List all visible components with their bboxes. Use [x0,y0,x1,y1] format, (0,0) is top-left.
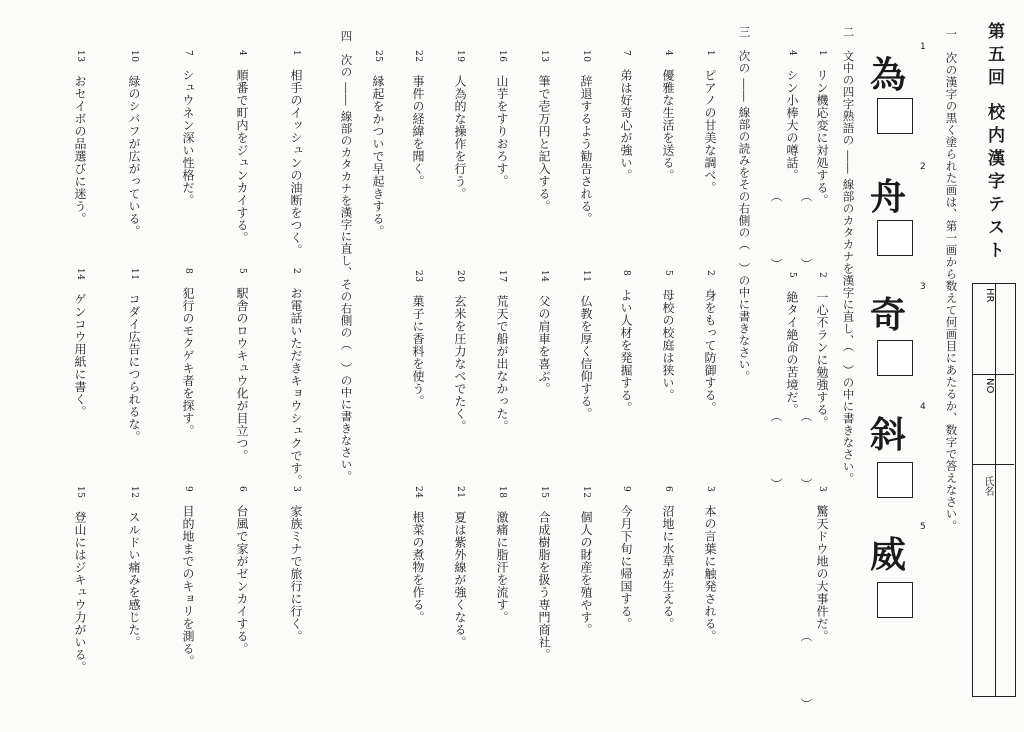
question-item: 11 仏教を厚く信仰する。 [579,270,593,420]
question-item: 9 今月下旬に帰国する。 [619,486,633,630]
hr-label: HR [984,288,995,303]
question-item: 20 玄米を圧力なべでたく。 [453,270,467,433]
kanji-char: 為 [870,55,907,96]
kanji-number: 5 [920,522,926,532]
question-item: 2 お電話いただきキョウシュクです。 [289,268,303,487]
kanji-char: 斜 [870,415,907,456]
kanji-number: 4 [920,402,926,412]
question-item: 10 緑のシバフが広がっている。 [127,50,141,238]
question-item: 15 合成樹脂を扱う専門商社。 [537,486,551,661]
question-item: 5 絶タイ絶命の苦境だ。 [785,272,799,416]
question-item: 18 激痛に脂汗を流す。 [495,486,509,624]
question-item: 6 台風で家がゼンカイする。 [235,486,249,655]
question-item: 25 縁起をかついで早起きする。 [371,50,385,238]
hr-field[interactable] [973,284,1014,375]
question-item: 19 人為的な操作を行う。 [453,50,467,200]
section4-instruction: 四 次の ―― 線部のカタカナを漢字に直し、その右側の（ ）の中に書きなさい。 [339,30,354,483]
stroke-answer-box[interactable] [877,98,913,134]
question-item: 23 菓子に香料を使う。 [411,270,425,408]
question-item: 7 弟は好奇心が強い。 [619,50,633,182]
question-item: 8 よい人材を発掘する。 [619,270,633,414]
name-label: 氏名 [982,476,993,496]
question-item: 5 母校の校庭は狭い。 [661,270,675,402]
question-item: 11 コダイ広告につられるな。 [127,268,141,443]
question-item: 7 シュウネン深い性格だ。 [181,50,195,207]
question-item: 6 沼地に水草が生える。 [661,486,675,630]
kanji-char: 威 [870,535,907,576]
answer-blank[interactable]: （ ） [799,410,813,512]
question-item: 3 家族ミナで旅行に行く。 [289,486,303,643]
number-label: NO [984,378,995,394]
question-item: 24 根菜の煮物を作る。 [411,486,425,624]
kanji-number: 2 [920,162,926,172]
question-item: 10 辞退するよう勧告される。 [579,50,593,225]
question-item: 3 驚天ドウ地の大事件だ。 [815,486,829,643]
answer-blank[interactable]: （ ） [799,630,813,732]
question-item: 2 一心不ランに勉強する。 [815,272,829,429]
question-item: 8 犯行のモクゲキ者を探す。 [181,268,195,437]
section2-instruction: 二 文中の四字熟語の ―― 線部のカタカナを漢字に直し、（ ）の中に書きなさい。 [841,26,856,485]
question-item: 14 父の肩車を喜ぶ。 [537,270,551,395]
stroke-answer-box[interactable] [877,340,913,376]
question-item: 2 身をもって防御する。 [703,270,717,414]
student-info-box [972,283,1016,697]
question-item: 15 登山にはジキュウ力がいる。 [73,486,87,674]
section3-instruction: 三 次の ―― 線部の読みをその右側の（ ）の中に書きなさい。 [737,26,752,383]
number-field[interactable] [973,374,1014,465]
question-item: 17 荒天で船が出なかった。 [495,270,509,433]
kanji-number: 1 [920,42,926,52]
kanji-char: 奇 [870,295,907,336]
question-item: 1 リン機応変に対処する。 [815,50,829,207]
answer-blank[interactable]: （ ） [769,190,783,292]
question-item: 1 相手のイッシュンの油断をつく。 [289,50,303,257]
kanji-number: 3 [920,282,926,292]
question-item: 13 筆で壱万円と記入する。 [537,50,551,213]
question-item: 12 スルドい痛みを感じた。 [127,486,141,649]
stroke-answer-box[interactable] [877,582,913,618]
question-item: 9 目的地までのキョリを測る。 [181,486,195,668]
question-item: 16 山芋をすりおろす。 [495,50,509,188]
question-item: 4 順番で町内をジュンカイする。 [235,50,249,244]
answer-blank[interactable]: （ ） [799,190,813,292]
question-item: 21 夏は紫外線が強くなる。 [453,486,467,649]
kanji-char: 舟 [870,177,907,218]
page-title: 第五回 校内漢字テスト [984,22,1004,264]
question-item: 5 駅舎のロウキュウ化が目立つ。 [235,268,249,462]
question-item: 4 優雅な生活を送る。 [661,50,675,182]
question-item: 1 ピアノの甘美な調べ。 [703,50,717,194]
question-item: 3 本の言葉に触発される。 [703,486,717,643]
question-item: 13 おセイボの品選びに迷う。 [73,50,87,225]
question-item: 12 個人の財産を殖やす。 [579,486,593,636]
stroke-answer-box[interactable] [877,462,913,498]
question-item: 4 シン小棒大の噂話。 [785,50,799,182]
question-item: 22 事件の経緯を聞く。 [411,50,425,188]
question-item: 14 ゲンコウ用紙に書く。 [73,268,87,418]
name-field[interactable] [973,464,1014,695]
section1-instruction: 一 次の漢字の黒く塗られた画は、第一画から数えて何画目にあたるか、数字で答えなさい。 [944,28,959,532]
answer-blank[interactable]: （ ） [769,410,783,512]
stroke-answer-box[interactable] [877,220,913,256]
